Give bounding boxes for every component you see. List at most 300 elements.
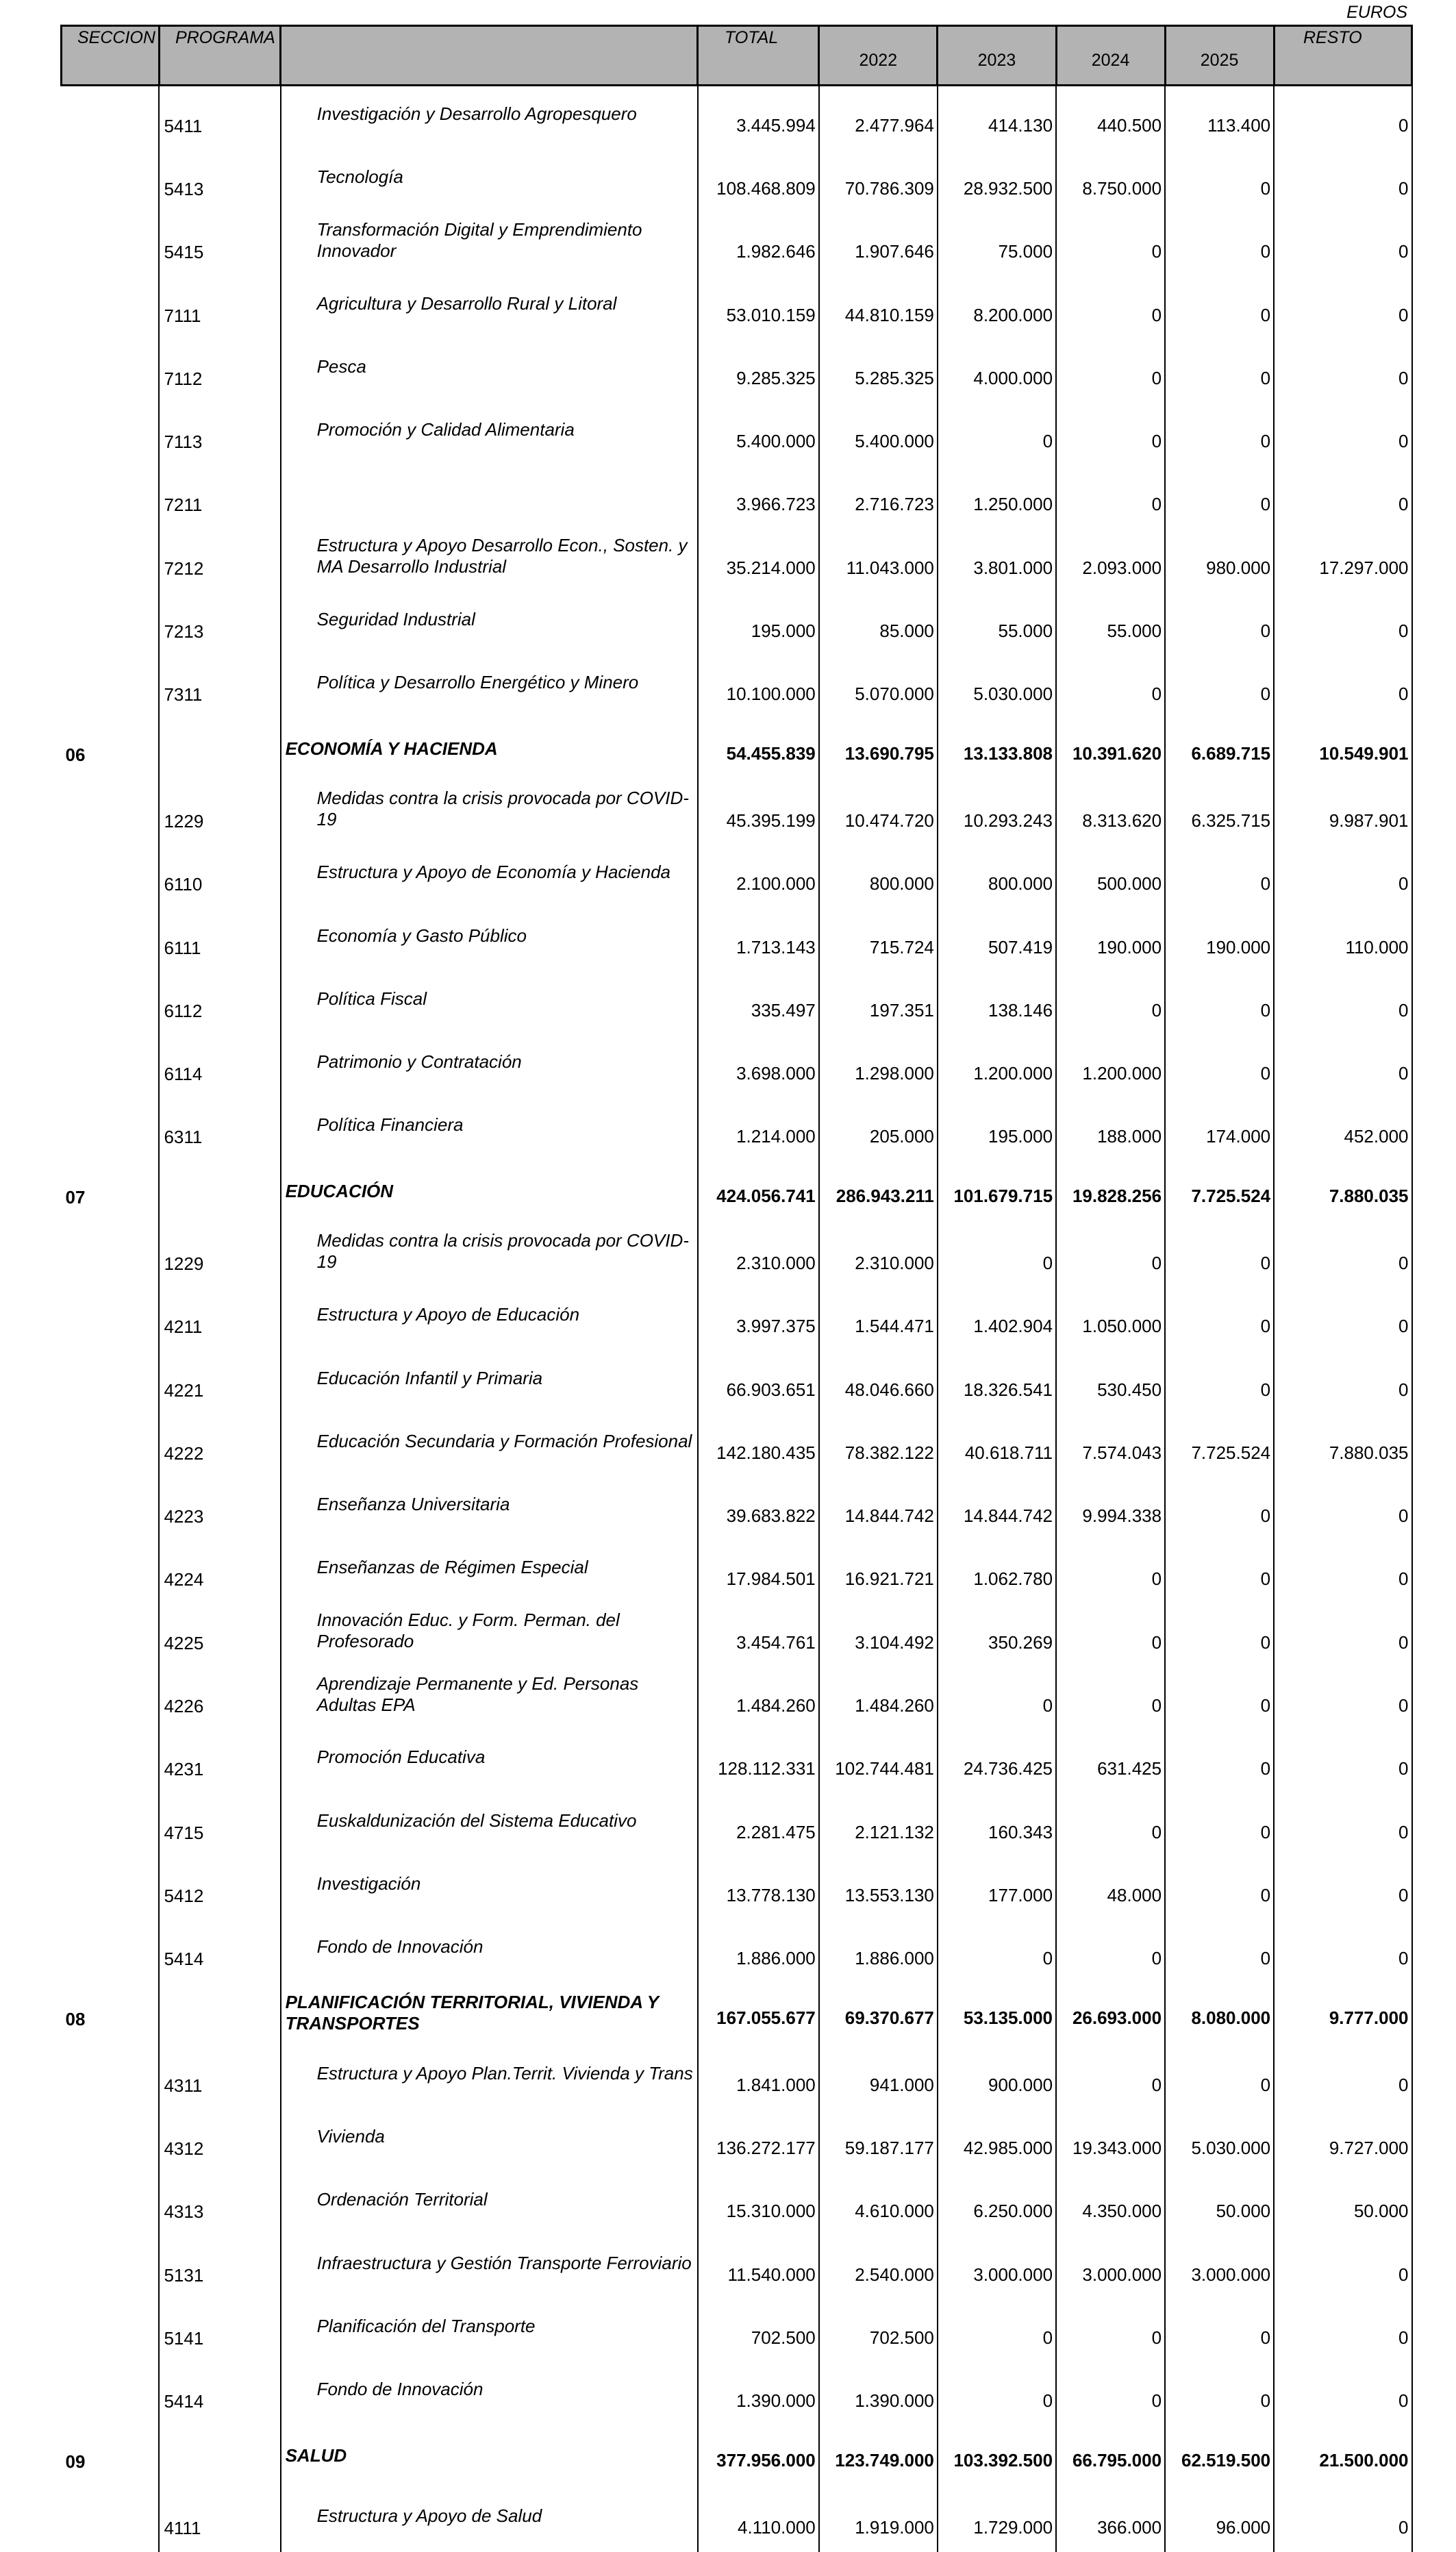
year-2024-cell: 0: [1056, 971, 1165, 1034]
programa-cell: 5131: [159, 2236, 280, 2299]
seccion-cell: [62, 213, 160, 276]
description-cell: Medidas contra la crisis provocada por COVID-19: [281, 1224, 698, 1287]
description-cell: PLANIFICACIÓN TERRITORIAL, VIVIENDA Y TRANSPORTES: [281, 1983, 698, 2046]
total-cell: 66.903.651: [698, 1351, 819, 1414]
programa-cell: [159, 2425, 280, 2488]
year-2023-cell: 75.000: [938, 213, 1056, 276]
description-cell: Vivienda: [281, 2110, 698, 2173]
program-row: [62, 276, 1412, 339]
program-row: [62, 2488, 1412, 2551]
year-2024-cell: 66.795.000: [1056, 2425, 1165, 2488]
description-cell: Ordenación Territorial: [281, 2173, 698, 2236]
description-cell: Enseñanzas de Régimen Especial: [281, 1540, 698, 1603]
year-2025-cell: 8.080.000: [1165, 1983, 1274, 2046]
total-cell: 39.683.822: [698, 1477, 819, 1540]
total-cell: 1.886.000: [698, 1920, 819, 1983]
programa-cell: 7112: [159, 339, 280, 402]
year-2023-cell: 0: [938, 402, 1056, 465]
year-2023-cell: 0: [938, 2299, 1056, 2362]
year-2023-cell: 507.419: [938, 908, 1056, 971]
seccion-cell: [62, 781, 160, 845]
year-2023-cell: 55.000: [938, 592, 1056, 655]
year-2022-cell: 11.043.000: [819, 529, 938, 592]
seccion-cell: [62, 845, 160, 908]
description-cell: Innovación Educ. y Form. Perman. del Profesorado: [281, 1603, 698, 1666]
seccion-cell: 09: [65, 2451, 86, 2472]
year-2022-cell: 197.351: [819, 971, 938, 1034]
description-cell: Promoción Educativa: [281, 1730, 698, 1793]
program-row: [62, 2046, 1412, 2109]
year-2022-cell: 2.121.132: [819, 1793, 938, 1856]
year-2023-cell: 13.133.808: [938, 718, 1056, 781]
seccion-cell: [62, 149, 160, 212]
seccion-cell: [62, 592, 160, 655]
program-row: [62, 1477, 1412, 1540]
total-cell: 108.468.809: [698, 149, 819, 212]
year-2024-cell: 0: [1056, 655, 1165, 718]
year-2023-cell: 414.130: [938, 86, 1056, 150]
year-2023-cell: 1.200.000: [938, 1034, 1056, 1097]
program-row: [62, 1540, 1412, 1603]
program-row: [62, 86, 1412, 150]
year-2025-cell: 7.725.524: [1165, 1161, 1274, 1224]
year-2024-cell: 0: [1056, 2362, 1165, 2425]
year-2023-cell: 3.000.000: [938, 2236, 1056, 2299]
year-2022-cell: 715.724: [819, 908, 938, 971]
year-2024-cell: 0: [1056, 1666, 1165, 1729]
resto-cell: 0: [1274, 1034, 1411, 1097]
description-cell: Estructura y Apoyo de Economía y Hacienda: [281, 845, 698, 908]
year-2022-cell: 85.000: [819, 592, 938, 655]
year-2022-cell: 78.382.122: [819, 1414, 938, 1477]
year-2022-cell: 800.000: [819, 845, 938, 908]
year-2022-cell: 1.919.000: [819, 2488, 938, 2551]
year-2023-cell: 5.030.000: [938, 655, 1056, 718]
programa-cell: 4222: [159, 1414, 280, 1477]
header-description: [281, 26, 698, 86]
program-row: [62, 402, 1412, 465]
resto-cell: 9.777.000: [1274, 1983, 1411, 2046]
total-cell: 2.100.000: [698, 845, 819, 908]
program-row: [62, 1856, 1412, 1919]
units-label: EUROS: [1346, 3, 1407, 22]
year-2023-cell: 3.801.000: [938, 529, 1056, 592]
total-cell: 54.455.839: [698, 718, 819, 781]
year-2024-cell: 0: [1056, 1793, 1165, 1856]
programa-cell: 4312: [159, 2110, 280, 2173]
year-2025-cell: 0: [1165, 971, 1274, 1034]
year-2025-cell: 113.400: [1165, 86, 1274, 150]
total-cell: 45.395.199: [698, 781, 819, 845]
year-2022-cell: 16.921.721: [819, 1540, 938, 1603]
seccion-cell: [62, 276, 160, 339]
description-cell: Educación Secundaria y Formación Profesional: [281, 1414, 698, 1477]
seccion-cell: [62, 908, 160, 971]
description-cell: Economía y Gasto Público: [281, 908, 698, 971]
year-2022-cell: 123.749.000: [819, 2425, 938, 2488]
header-seccion: SECCION: [62, 26, 160, 86]
seccion-cell: [62, 1414, 160, 1477]
programa-cell: 4223: [159, 1477, 280, 1540]
programa-cell: 5414: [159, 1920, 280, 1983]
year-2024-cell: 0: [1056, 466, 1165, 529]
total-cell: 2.281.475: [698, 1793, 819, 1856]
year-2022-cell: 13.553.130: [819, 1856, 938, 1919]
program-row: [62, 339, 1412, 402]
resto-cell: 7.880.035: [1274, 1161, 1411, 1224]
table-body: [62, 86, 1412, 2552]
resto-cell: 0: [1274, 1540, 1411, 1603]
year-2024-cell: 55.000: [1056, 592, 1165, 655]
header-2023: 2023: [938, 26, 1056, 86]
total-cell: 3.997.375: [698, 1288, 819, 1351]
resto-cell: 9.987.901: [1274, 781, 1411, 845]
program-row: [62, 655, 1412, 718]
description-cell: EDUCACIÓN: [281, 1161, 698, 1224]
resto-cell: 0: [1274, 276, 1411, 339]
year-2024-cell: 8.750.000: [1056, 149, 1165, 212]
year-2022-cell: 2.477.964: [819, 86, 938, 150]
year-2023-cell: 350.269: [938, 1603, 1056, 1666]
total-cell: 167.055.677: [698, 1983, 819, 2046]
year-2025-cell: 3.000.000: [1165, 2236, 1274, 2299]
programa-cell: 7212: [159, 529, 280, 592]
header-2025: 2025: [1165, 26, 1274, 86]
program-row: [62, 1666, 1412, 1729]
year-2023-cell: 1.402.904: [938, 1288, 1056, 1351]
total-cell: 1.214.000: [698, 1098, 819, 1161]
year-2025-cell: 0: [1165, 1920, 1274, 1983]
resto-cell: 0: [1274, 466, 1411, 529]
programa-cell: [159, 1983, 280, 2046]
resto-cell: 0: [1274, 1477, 1411, 1540]
year-2022-cell: 1.886.000: [819, 1920, 938, 1983]
year-2023-cell: 40.618.711: [938, 1414, 1056, 1477]
year-2023-cell: 0: [938, 1666, 1056, 1729]
description-cell: Tecnología: [281, 149, 698, 212]
year-2024-cell: 0: [1056, 276, 1165, 339]
year-2022-cell: 2.310.000: [819, 1224, 938, 1287]
programa-cell: 5412: [159, 1856, 280, 1919]
resto-cell: 452.000: [1274, 1098, 1411, 1161]
programa-cell: 5414: [159, 2362, 280, 2425]
total-cell: 11.540.000: [698, 2236, 819, 2299]
seccion-cell: [62, 2236, 160, 2299]
total-cell: 2.310.000: [698, 1224, 819, 1287]
year-2023-cell: 177.000: [938, 1856, 1056, 1919]
resto-cell: 0: [1274, 1603, 1411, 1666]
program-row: [62, 1793, 1412, 1856]
year-2022-cell: 2.716.723: [819, 466, 938, 529]
year-2022-cell: 286.943.211: [819, 1161, 938, 1224]
year-2023-cell: 53.135.000: [938, 1983, 1056, 2046]
resto-cell: 110.000: [1274, 908, 1411, 971]
program-row: [62, 908, 1412, 971]
year-2024-cell: 0: [1056, 1224, 1165, 1287]
year-2024-cell: 0: [1056, 213, 1165, 276]
seccion-cell: [62, 1098, 160, 1161]
year-2025-cell: 0: [1165, 276, 1274, 339]
total-cell: 53.010.159: [698, 276, 819, 339]
description-cell: Seguridad Industrial: [281, 592, 698, 655]
resto-cell: 0: [1274, 1351, 1411, 1414]
programa-cell: 7113: [159, 402, 280, 465]
description-cell: Pesca: [281, 339, 698, 402]
year-2024-cell: 530.450: [1056, 1351, 1165, 1414]
programa-cell: 5413: [159, 149, 280, 212]
programa-cell: 5415: [159, 213, 280, 276]
description-cell: Infraestructura y Gestión Transporte Ferroviario: [281, 2236, 698, 2299]
description-cell: Enseñanza Universitaria: [281, 1477, 698, 1540]
year-2025-cell: 0: [1165, 1034, 1274, 1097]
programa-cell: 4211: [159, 1288, 280, 1351]
seccion-cell: [62, 1477, 160, 1540]
resto-cell: 0: [1274, 592, 1411, 655]
year-2022-cell: 2.540.000: [819, 2236, 938, 2299]
year-2025-cell: 0: [1165, 1351, 1274, 1414]
program-row: [62, 529, 1412, 592]
seccion-cell: [62, 1666, 160, 1729]
programa-cell: 1229: [159, 1224, 280, 1287]
year-2023-cell: 18.326.541: [938, 1351, 1056, 1414]
seccion-cell: [62, 86, 160, 150]
year-2025-cell: 0: [1165, 1603, 1274, 1666]
description-cell: Estructura y Apoyo de Educación: [281, 1288, 698, 1351]
year-2024-cell: 188.000: [1056, 1098, 1165, 1161]
year-2025-cell: 0: [1165, 1224, 1274, 1287]
year-2024-cell: 0: [1056, 339, 1165, 402]
programa-cell: 4226: [159, 1666, 280, 1729]
year-2023-cell: 1.250.000: [938, 466, 1056, 529]
year-2025-cell: 0: [1165, 1730, 1274, 1793]
total-cell: 3.454.761: [698, 1603, 819, 1666]
year-2025-cell: 7.725.524: [1165, 1414, 1274, 1477]
program-row: [62, 149, 1412, 212]
year-2025-cell: 50.000: [1165, 2173, 1274, 2236]
resto-cell: 0: [1274, 2362, 1411, 2425]
year-2023-cell: 900.000: [938, 2046, 1056, 2109]
total-cell: 1.713.143: [698, 908, 819, 971]
year-2025-cell: 980.000: [1165, 529, 1274, 592]
year-2023-cell: 800.000: [938, 845, 1056, 908]
seccion-cell: [62, 2299, 160, 2362]
programa-cell: [159, 718, 280, 781]
year-2025-cell: 0: [1165, 1477, 1274, 1540]
resto-cell: 0: [1274, 1224, 1411, 1287]
total-cell: 1.390.000: [698, 2362, 819, 2425]
year-2022-cell: 14.844.742: [819, 1477, 938, 1540]
header-total: TOTAL: [698, 26, 819, 86]
year-2024-cell: 366.000: [1056, 2488, 1165, 2551]
description-cell: Medidas contra la crisis provocada por COVID-19: [281, 781, 698, 845]
description-cell: Política y Desarrollo Energético y Minero: [281, 655, 698, 718]
year-2022-cell: 3.104.492: [819, 1603, 938, 1666]
total-cell: 3.966.723: [698, 466, 819, 529]
header-2022: 2022: [819, 26, 938, 86]
resto-cell: 0: [1274, 86, 1411, 150]
year-2023-cell: 6.250.000: [938, 2173, 1056, 2236]
programa-cell: 4231: [159, 1730, 280, 1793]
total-cell: 15.310.000: [698, 2173, 819, 2236]
programa-cell: [159, 1161, 280, 1224]
resto-cell: 0: [1274, 149, 1411, 212]
program-row: [62, 1098, 1412, 1161]
year-2025-cell: 5.030.000: [1165, 2110, 1274, 2173]
seccion-cell: [62, 2110, 160, 2173]
year-2022-cell: 10.474.720: [819, 781, 938, 845]
year-2023-cell: 138.146: [938, 971, 1056, 1034]
header-resto: RESTO: [1274, 26, 1411, 86]
program-row: [62, 1603, 1412, 1666]
programa-cell: 4111: [159, 2488, 280, 2551]
year-2024-cell: 0: [1056, 2046, 1165, 2109]
seccion-cell: [62, 1034, 160, 1097]
seccion-cell: [62, 1793, 160, 1856]
description-cell: Planificación del Transporte: [281, 2299, 698, 2362]
programa-cell: 6112: [159, 971, 280, 1034]
year-2025-cell: 0: [1165, 466, 1274, 529]
description-cell: Estructura y Apoyo de Salud: [281, 2488, 698, 2551]
program-row: [62, 1224, 1412, 1287]
seccion-cell: [62, 1920, 160, 1983]
year-2024-cell: 190.000: [1056, 908, 1165, 971]
program-row: [62, 466, 1412, 529]
description-cell: Euskaldunización del Sistema Educativo: [281, 1793, 698, 1856]
year-2022-cell: 702.500: [819, 2299, 938, 2362]
resto-cell: 7.880.035: [1274, 1414, 1411, 1477]
year-2025-cell: 6.689.715: [1165, 718, 1274, 781]
year-2024-cell: 1.050.000: [1056, 1288, 1165, 1351]
resto-cell: 50.000: [1274, 2173, 1411, 2236]
total-cell: 136.272.177: [698, 2110, 819, 2173]
year-2024-cell: 2.093.000: [1056, 529, 1165, 592]
year-2023-cell: 1.729.000: [938, 2488, 1056, 2551]
resto-cell: 0: [1274, 1730, 1411, 1793]
year-2022-cell: 5.285.325: [819, 339, 938, 402]
description-cell: [281, 466, 698, 529]
year-2025-cell: 0: [1165, 1793, 1274, 1856]
programa-cell: 4313: [159, 2173, 280, 2236]
program-row: [62, 971, 1412, 1034]
year-2022-cell: 44.810.159: [819, 276, 938, 339]
seccion-cell: [62, 1540, 160, 1603]
total-cell: 128.112.331: [698, 1730, 819, 1793]
section-row: [62, 718, 1412, 781]
program-row: [62, 1920, 1412, 1983]
year-2024-cell: 0: [1056, 402, 1165, 465]
year-2024-cell: 19.343.000: [1056, 2110, 1165, 2173]
description-cell: ECONOMÍA Y HACIENDA: [281, 718, 698, 781]
seccion-cell: [62, 402, 160, 465]
resto-cell: 0: [1274, 655, 1411, 718]
year-2024-cell: 48.000: [1056, 1856, 1165, 1919]
year-2024-cell: 0: [1056, 2299, 1165, 2362]
programa-cell: 4715: [159, 1793, 280, 1856]
year-2025-cell: 0: [1165, 2362, 1274, 2425]
description-cell: Política Fiscal: [281, 971, 698, 1034]
resto-cell: 10.549.901: [1274, 718, 1411, 781]
budget-table: [60, 25, 1413, 2552]
programa-cell: 1229: [159, 781, 280, 845]
total-cell: 17.984.501: [698, 1540, 819, 1603]
year-2025-cell: 0: [1165, 339, 1274, 402]
seccion-cell: 06: [65, 744, 86, 765]
year-2024-cell: 0: [1056, 1603, 1165, 1666]
total-cell: 195.000: [698, 592, 819, 655]
programa-cell: 6110: [159, 845, 280, 908]
total-cell: 9.285.325: [698, 339, 819, 402]
year-2022-cell: 102.744.481: [819, 1730, 938, 1793]
year-2024-cell: 7.574.043: [1056, 1414, 1165, 1477]
total-cell: 424.056.741: [698, 1161, 819, 1224]
resto-cell: 0: [1274, 2046, 1411, 2109]
seccion-cell: [62, 2362, 160, 2425]
program-row: [62, 592, 1412, 655]
year-2023-cell: 0: [938, 2362, 1056, 2425]
seccion-cell: [62, 1730, 160, 1793]
description-cell: Transformación Digital y Emprendimiento Innovador: [281, 213, 698, 276]
programa-cell: 4225: [159, 1603, 280, 1666]
year-2025-cell: 0: [1165, 845, 1274, 908]
programa-cell: 7213: [159, 592, 280, 655]
year-2023-cell: 0: [938, 1224, 1056, 1287]
seccion-cell: 08: [65, 2008, 86, 2029]
year-2023-cell: 28.932.500: [938, 149, 1056, 212]
year-2025-cell: 0: [1165, 402, 1274, 465]
year-2023-cell: 195.000: [938, 1098, 1056, 1161]
resto-cell: 0: [1274, 2299, 1411, 2362]
description-cell: Patrimonio y Contratación: [281, 1034, 698, 1097]
year-2024-cell: 9.994.338: [1056, 1477, 1165, 1540]
seccion-cell: [62, 2173, 160, 2236]
year-2024-cell: 0: [1056, 1920, 1165, 1983]
total-cell: 3.445.994: [698, 86, 819, 150]
year-2022-cell: 70.786.309: [819, 149, 938, 212]
description-cell: Fondo de Innovación: [281, 2362, 698, 2425]
programa-cell: 6311: [159, 1098, 280, 1161]
header-2024: 2024: [1056, 26, 1165, 86]
resto-cell: 0: [1274, 1288, 1411, 1351]
resto-cell: 9.727.000: [1274, 2110, 1411, 2173]
year-2025-cell: 6.325.715: [1165, 781, 1274, 845]
year-2024-cell: 500.000: [1056, 845, 1165, 908]
program-row: [62, 213, 1412, 276]
resto-cell: 0: [1274, 1920, 1411, 1983]
resto-cell: 0: [1274, 402, 1411, 465]
description-cell: Investigación: [281, 1856, 698, 1919]
seccion-cell: [62, 1856, 160, 1919]
resto-cell: 21.500.000: [1274, 2425, 1411, 2488]
header-row: [62, 26, 1412, 86]
seccion-cell: [62, 1288, 160, 1351]
programa-cell: 7211: [159, 466, 280, 529]
programa-cell: 4221: [159, 1351, 280, 1414]
year-2023-cell: 4.000.000: [938, 339, 1056, 402]
year-2022-cell: 5.400.000: [819, 402, 938, 465]
program-row: [62, 845, 1412, 908]
total-cell: 1.841.000: [698, 2046, 819, 2109]
year-2025-cell: 0: [1165, 149, 1274, 212]
year-2023-cell: 101.679.715: [938, 1161, 1056, 1224]
program-row: [62, 1351, 1412, 1414]
year-2025-cell: 62.519.500: [1165, 2425, 1274, 2488]
year-2022-cell: 5.070.000: [819, 655, 938, 718]
year-2025-cell: 0: [1165, 592, 1274, 655]
program-row: [62, 2299, 1412, 2362]
year-2022-cell: 205.000: [819, 1098, 938, 1161]
program-row: [62, 2110, 1412, 2173]
description-cell: Fondo de Innovación: [281, 1920, 698, 1983]
